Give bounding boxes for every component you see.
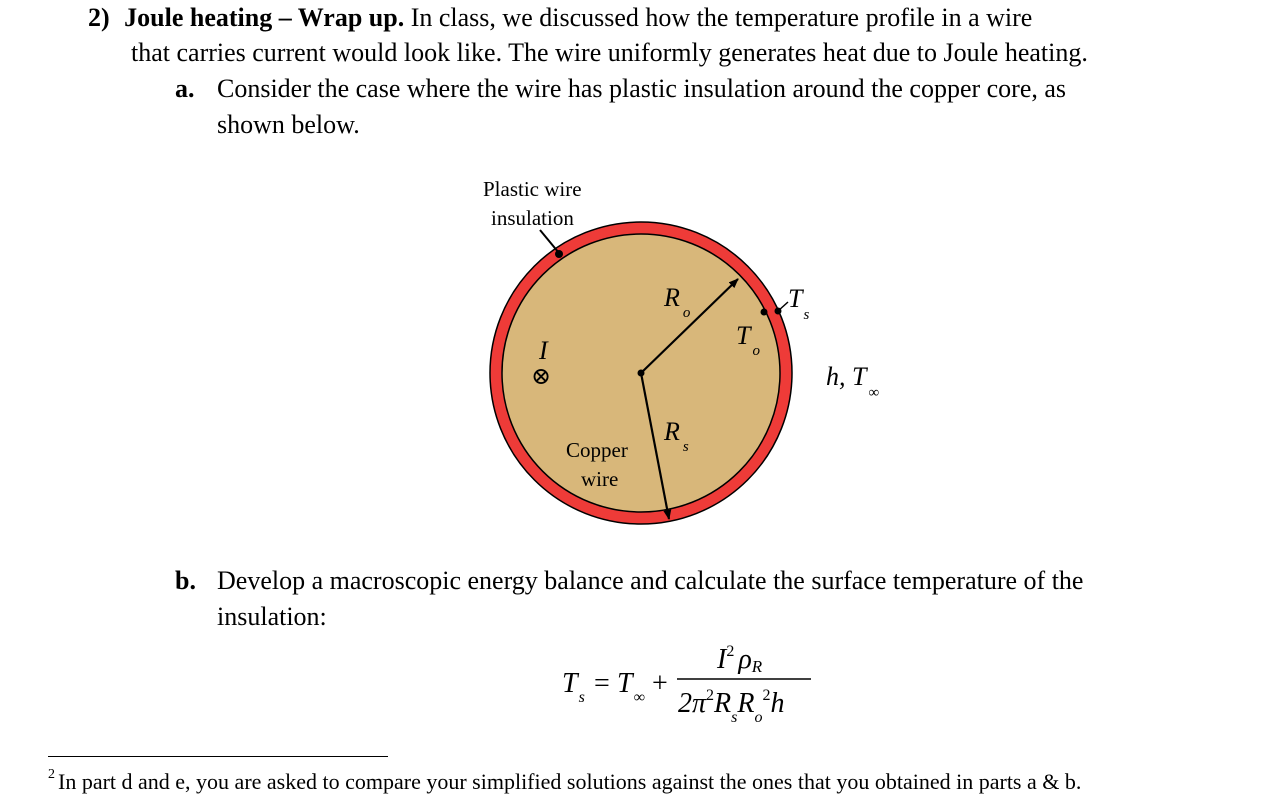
footnote-text: In part d and e, you are asked to compare your simplified solutions against the ones that you obtained in parts a & b. <box>58 769 1082 794</box>
footnote <box>48 769 1081 795</box>
copper-label-line-1: Copper <box>566 438 628 462</box>
insulation-label-line-1: Plastic wire <box>483 177 582 201</box>
part-a-line-2: shown below. <box>217 110 360 139</box>
problem-intro-1: In class, we discussed how the temperature profile in a wire <box>410 3 1033 32</box>
equation-plus: + <box>652 668 668 699</box>
footnote-rule <box>48 756 388 757</box>
to-symbol: $T_o$ <box>736 321 760 359</box>
ts-symbol: $T_s$ <box>788 284 810 323</box>
current-symbol: I <box>539 336 548 365</box>
equation-denominator: $2\pi^2R_sR_o^2h$ <box>678 687 785 726</box>
part-a-label: a. <box>175 74 195 103</box>
insulation-label-line-2: insulation <box>491 206 574 230</box>
equation-numerator: $I^2$ ρR <box>717 643 763 676</box>
problem-intro-2: that carries current would look like. The wire uniformly generates heat due to Joule heating. <box>131 38 1088 67</box>
equation-lhs: $T_s$ <box>562 668 585 706</box>
part-b-line-1: Develop a macroscopic energy balance and calculate the surface temperature of the <box>217 566 1084 595</box>
equation-t-infinity: $T_\infty$ <box>617 668 645 706</box>
footnote-marker: 2 <box>48 767 55 782</box>
part-b-line-2: insulation: <box>217 602 327 631</box>
equation-equals: = <box>594 668 610 699</box>
current-direction-icon: ⊗ <box>531 364 552 390</box>
part-b-label: b. <box>175 566 196 595</box>
problem-number: 2) <box>88 3 110 32</box>
copper-label-line-2: wire <box>581 467 619 491</box>
part-a-line-1: Consider the case where the wire has plastic insulation around the copper core, as <box>217 74 1067 103</box>
ambient-symbol: h, $T_\infty$ <box>826 362 880 401</box>
ro-symbol: $R_o$ <box>664 283 691 321</box>
problem-title: Joule heating – Wrap up. <box>124 3 405 32</box>
rs-symbol: $R_s$ <box>664 417 689 455</box>
